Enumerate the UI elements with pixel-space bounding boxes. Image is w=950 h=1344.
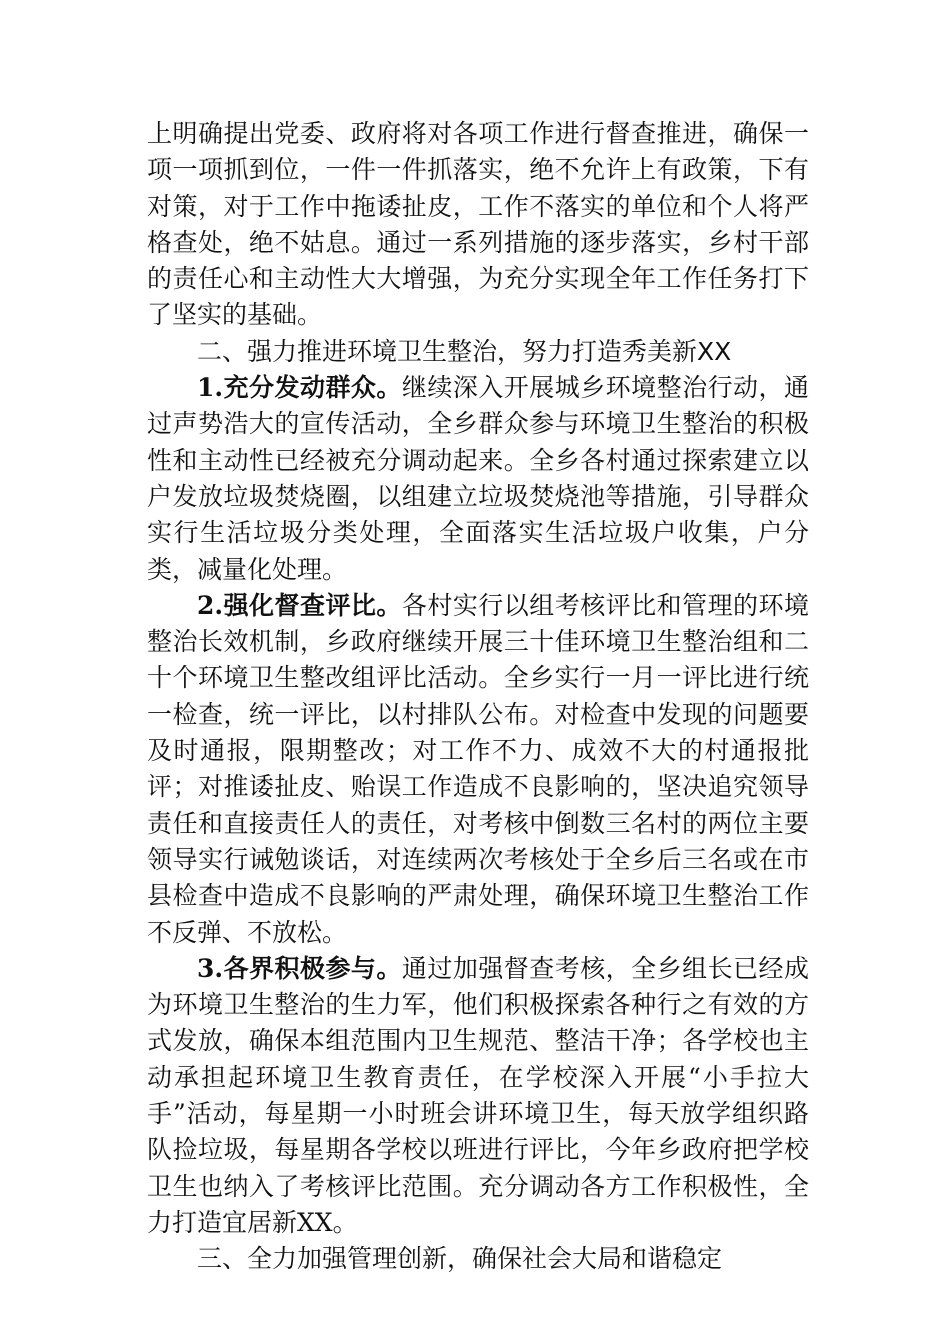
- section-heading-2: 二、强力推进环境卫生整治，努力打造秀美新XX: [197, 336, 732, 366]
- paragraph-continuation: 上明确提出党委、政府将对各项工作进行督查推进，确保一项一项抓到位，一件一件抓落实，绝不允许上有政策，下有对策，对于工作中拖诿扯皮，工作不落实的单位和个人将严格查处，绝不姑息。通过一系列措施的逐步落实，乡村干部的责任心和主动性大大增强，为充分实现全年工作任务打下了坚实的基础。: [147, 119, 809, 330]
- document-body: [147, 116, 809, 1278]
- item-2-text: 各村实行以组考核评比和管理的环境整治长效机制，乡政府继续开展三十佳环境卫生整治组和二十个环境卫生整改组评比活动。全乡实行一月一评比进行统一检查，统一评比，以村排队公布。对检查中发现的问题要及时通报，限期整改；对工作不力、成效不大的村通报批评；对推诿扯皮、贻误工作造成不良影响的，坚决追究领导责任和直接责任人的责任，对考核中倒数三名村的两位主要领导实行诫勉谈话，对连续两次考核处于全乡后三名或在市县检查中造成不良影响的严肃处理，确保环境卫生整治工作不反弹、不放松。: [147, 590, 809, 947]
- item-2-lead: 2.强化督查评比。: [197, 590, 402, 620]
- item-3-lead: 3.各界积极参与。: [197, 953, 402, 983]
- list-item-2: [147, 588, 809, 951]
- list-item-1: [147, 370, 809, 588]
- item-1-lead: 1.充分发动群众。: [197, 373, 402, 403]
- item-3-text: 通过加强督查考核，全乡组长已经成为环境卫生整治的生力军，他们积极探索各种行之有效的方式发放，确保本组范围内卫生规范、整洁干净；各学校也主动承担起环境卫生教育责任，在学校深入开展“小手拉大手”活动，每星期一小时班会讲环境卫生，每天放学组织路队捡垃圾，每星期各学校以班进行评比，今年乡政府把学校卫生也纳入了考核评比范围。充分调动各方工作积极性，全力打造宜居新XX。: [147, 953, 809, 1237]
- section-heading-3: 三、全力加强管理创新，确保社会大局和谐稳定: [197, 1244, 723, 1274]
- list-item-3: [147, 951, 809, 1241]
- item-1-text: 继续深入开展城乡环境整治行动，通过声势浩大的宣传活动，全乡群众参与环境卫生整治的积极性和主动性已经被充分调动起来。全乡各村通过探索建立以户发放垃圾焚烧圈，以组建立垃圾焚烧池等措施，引导群众实行生活垃圾分类处理，全面落实生活垃圾户收集，户分类，减量化处理。: [147, 373, 809, 584]
